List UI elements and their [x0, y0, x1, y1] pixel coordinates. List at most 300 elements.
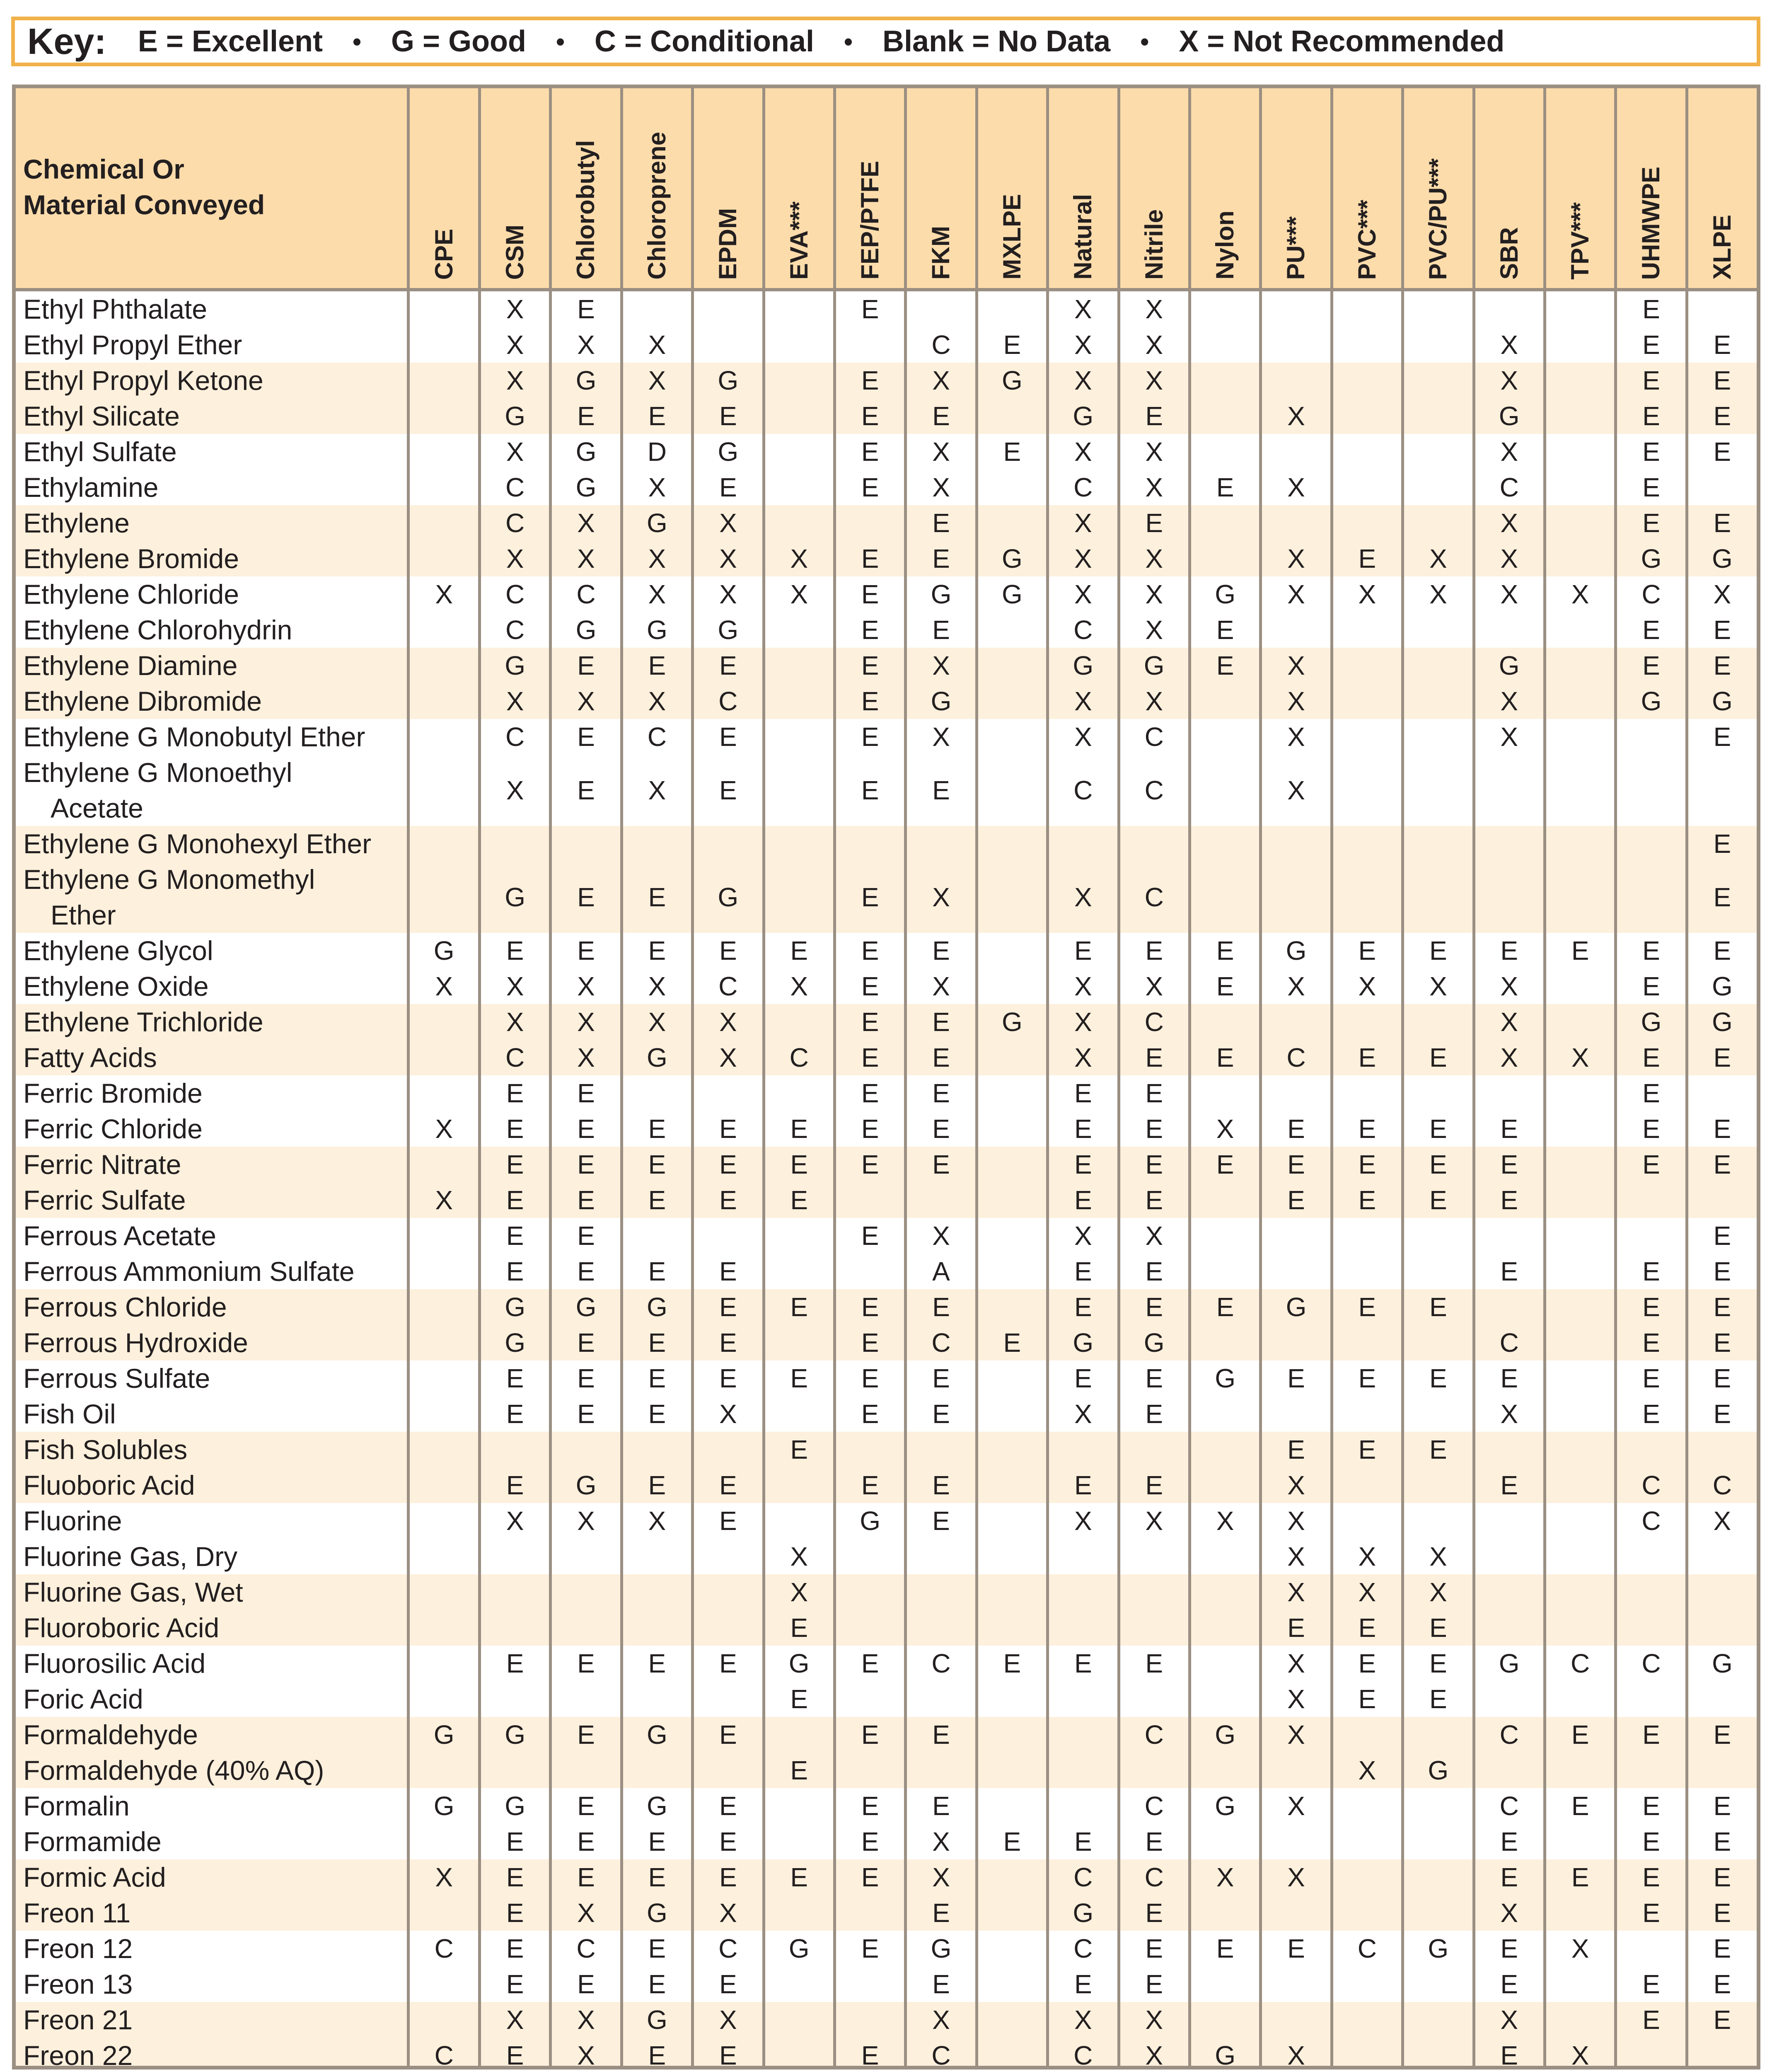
column-header: Natural: [1069, 194, 1097, 280]
rating-cell: E: [1713, 1969, 1731, 1999]
rating-cell: E: [719, 936, 737, 966]
row-label: Freon 12: [23, 1933, 133, 1964]
rating-cell: X: [1287, 1648, 1305, 1678]
rating-cell: X: [1074, 2005, 1092, 2035]
rating-cell: E: [1713, 1114, 1731, 1144]
rating-cell: E: [577, 882, 595, 912]
rating-cell: X: [790, 544, 808, 574]
rating-cell: X: [435, 971, 453, 1001]
rating-cell: G: [1215, 2041, 1235, 2070]
rating-cell: E: [1429, 1150, 1447, 1179]
row-label: Freon 13: [23, 1969, 133, 1999]
rating-cell: E: [1145, 1256, 1163, 1286]
rating-cell: C: [1073, 472, 1093, 502]
rating-cell: G: [505, 1328, 525, 1358]
rating-cell: X: [1287, 1577, 1305, 1607]
rating-cell: X: [577, 686, 595, 716]
rating-cell: E: [861, 1648, 879, 1678]
rating-cell: X: [790, 1542, 808, 1571]
row-label: Ethyl Propyl Ketone: [23, 365, 264, 396]
rating-cell: E: [1145, 1078, 1163, 1108]
rating-cell: X: [1074, 330, 1092, 360]
rating-cell: X: [1571, 1043, 1589, 1072]
rating-cell: G: [1215, 1363, 1235, 1393]
rating-cell: E: [1216, 936, 1234, 966]
rating-cell: E: [1358, 936, 1376, 966]
rating-cell: X: [1074, 366, 1092, 395]
rating-cell: E: [648, 882, 666, 912]
compatibility-table: [12, 85, 1760, 2070]
rating-cell: X: [506, 437, 524, 467]
rating-cell: E: [932, 1720, 950, 1750]
rating-cell: X: [1500, 1898, 1518, 1928]
rating-cell: E: [1145, 1399, 1163, 1429]
rating-cell: E: [577, 1114, 595, 1144]
rating-cell: E: [1287, 1185, 1305, 1215]
rating-cell: E: [1500, 1114, 1518, 1144]
rating-cell: G: [1143, 1328, 1165, 1358]
rating-cell: E: [648, 1934, 666, 1963]
rating-cell: X: [719, 1007, 737, 1037]
header-chemical-or-material: Chemical Or Material Conveyed: [23, 154, 265, 220]
row-label: Ferric Sulfate: [23, 1185, 186, 1215]
rating-cell: E: [1500, 1185, 1518, 1215]
rating-cell: E: [506, 1827, 524, 1857]
rating-cell: X: [1500, 1007, 1518, 1037]
rating-cell: G: [1499, 401, 1520, 431]
rating-cell: X: [1287, 472, 1305, 502]
rating-cell: E: [506, 1399, 524, 1429]
rating-cell: E: [577, 1221, 595, 1251]
rating-cell: X: [1287, 1684, 1305, 1714]
rating-cell: E: [1500, 1256, 1518, 1286]
rating-cell: X: [719, 2005, 737, 2035]
rating-cell: X: [932, 1862, 950, 1892]
rating-cell: E: [1074, 1078, 1092, 1108]
rating-cell: E: [1287, 1363, 1305, 1393]
rating-cell: X: [932, 437, 950, 467]
rating-cell: E: [1642, 1078, 1660, 1108]
rating-cell: X: [1500, 330, 1518, 360]
rating-cell: E: [577, 1969, 595, 1999]
rating-cell: E: [1713, 1292, 1731, 1322]
rating-cell: E: [648, 1399, 666, 1429]
rating-cell: E: [1145, 508, 1163, 538]
rating-cell: X: [648, 1506, 666, 1536]
rating-cell: X: [506, 544, 524, 574]
rating-cell: E: [719, 1791, 737, 1821]
rating-cell: E: [1429, 1435, 1447, 1464]
row-label: Ethylene G Monomethyl Ether: [23, 864, 315, 930]
rating-cell: G: [1286, 1292, 1307, 1322]
rating-cell: X: [435, 1862, 453, 1892]
rating-cell: E: [506, 1969, 524, 1999]
rating-cell: C: [505, 722, 525, 752]
rating-cell: E: [1358, 1185, 1376, 1215]
rating-cell: E: [1287, 1150, 1305, 1179]
rating-cell: X: [1145, 686, 1163, 716]
rating-cell: E: [1358, 1684, 1376, 1714]
rating-cell: G: [788, 1648, 810, 1678]
rating-cell: X: [1074, 1221, 1092, 1251]
rating-cell: E: [1713, 1934, 1731, 1963]
rating-cell: E: [1003, 1328, 1021, 1358]
rating-cell: E: [1216, 1043, 1234, 1072]
rating-cell: X: [577, 2041, 595, 2070]
rating-cell: C: [1073, 2041, 1093, 2070]
rating-cell: E: [1713, 330, 1731, 360]
rating-cell: G: [575, 615, 597, 645]
row-label: Ethylene Diamine: [23, 650, 238, 681]
row-label: Freon 22: [23, 2040, 133, 2070]
column-divider: [833, 88, 836, 2066]
column-header: XLPE: [1708, 215, 1736, 280]
rating-cell: E: [932, 1470, 950, 1500]
rating-cell: E: [1145, 1934, 1163, 1963]
rating-cell: E: [1713, 722, 1731, 752]
rating-cell: E: [790, 1435, 808, 1464]
rating-cell: X: [1145, 294, 1163, 324]
rating-cell: E: [719, 1292, 737, 1322]
legend-separator: •: [556, 27, 565, 56]
rating-cell: E: [506, 1934, 524, 1963]
rating-cell: E: [648, 1648, 666, 1678]
rating-cell: X: [577, 1007, 595, 1037]
rating-cell: X: [932, 722, 950, 752]
rating-cell: C: [434, 1934, 454, 1963]
rating-cell: E: [1145, 1827, 1163, 1857]
column-header: PU***: [1282, 216, 1310, 280]
rating-cell: C: [1073, 1862, 1093, 1892]
rating-cell: C: [1641, 1506, 1661, 1536]
rating-cell: G: [575, 437, 597, 467]
rating-cell: E: [577, 722, 595, 752]
rating-cell: X: [1074, 544, 1092, 574]
rating-cell: G: [433, 936, 454, 966]
rating-cell: E: [719, 1470, 737, 1500]
rating-cell: E: [1642, 366, 1660, 395]
rating-cell: E: [1358, 1648, 1376, 1678]
rating-cell: E: [1713, 1898, 1731, 1928]
row-label: Formaldehyde (40% AQ): [23, 1755, 324, 1786]
rating-cell: X: [1145, 330, 1163, 360]
rating-cell: E: [1642, 1043, 1660, 1072]
rating-cell: E: [577, 1363, 595, 1393]
rating-cell: X: [506, 330, 524, 360]
rating-cell: E: [861, 1363, 879, 1393]
rating-cell: E: [719, 472, 737, 502]
rating-cell: E: [1216, 472, 1234, 502]
row-label: Ferrous Ammonium Sulfate: [23, 1256, 355, 1287]
rating-cell: E: [1074, 1114, 1092, 1144]
rating-cell: X: [932, 971, 950, 1001]
rating-cell: E: [861, 544, 879, 574]
rating-cell: G: [505, 882, 525, 912]
rating-cell: G: [1073, 1898, 1094, 1928]
rating-cell: E: [1642, 330, 1660, 360]
rating-cell: X: [435, 1114, 453, 1144]
rating-cell: E: [506, 936, 524, 966]
rating-cell: E: [1145, 1470, 1163, 1500]
row-label: Fluoboric Acid: [23, 1470, 195, 1501]
column-divider: [549, 88, 552, 2066]
rating-cell: E: [861, 1862, 879, 1892]
rating-cell: G: [1428, 1934, 1449, 1963]
rating-cell: X: [1358, 971, 1376, 1001]
rating-cell: E: [1642, 971, 1660, 1001]
rating-cell: X: [719, 1898, 737, 1928]
rating-cell: C: [647, 722, 667, 752]
rating-cell: E: [1500, 1862, 1518, 1892]
rating-cell: X: [1216, 1862, 1234, 1892]
rating-cell: G: [575, 366, 597, 395]
rating-cell: G: [1712, 544, 1733, 574]
rating-cell: E: [1713, 829, 1731, 859]
rating-cell: X: [719, 1399, 737, 1429]
rating-cell: E: [1074, 1256, 1092, 1286]
rating-cell: E: [1642, 1862, 1660, 1892]
rating-cell: E: [790, 1755, 808, 1785]
rating-cell: E: [1145, 936, 1163, 966]
rating-cell: G: [646, 1292, 667, 1322]
rating-cell: E: [1571, 1791, 1589, 1821]
rating-cell: E: [1287, 1934, 1305, 1963]
rating-cell: C: [931, 1648, 951, 1678]
rating-cell: X: [1074, 686, 1092, 716]
rating-cell: X: [1358, 1755, 1376, 1785]
rating-cell: E: [1216, 1292, 1234, 1322]
row-label: Ethyl Silicate: [23, 401, 180, 431]
rating-cell: E: [790, 1150, 808, 1179]
rating-cell: E: [1713, 1150, 1731, 1179]
legend-separator: •: [844, 27, 853, 56]
rating-cell: G: [575, 1470, 597, 1500]
rating-cell: E: [506, 1221, 524, 1251]
rating-cell: X: [932, 366, 950, 395]
row-label: Ethylene Dibromide: [23, 686, 262, 716]
rating-cell: X: [577, 971, 595, 1001]
rating-cell: E: [1713, 1399, 1731, 1429]
rating-cell: X: [1571, 579, 1589, 609]
rating-cell: X: [932, 651, 950, 680]
row-label: Formic Acid: [23, 1862, 166, 1893]
rating-cell: E: [506, 1470, 524, 1500]
rating-cell: E: [1642, 1720, 1660, 1750]
column-divider: [975, 88, 978, 2066]
rating-cell: E: [1713, 437, 1731, 467]
rating-cell: E: [1358, 1150, 1376, 1179]
rating-cell: E: [1003, 1648, 1021, 1678]
rating-cell: G: [1215, 1720, 1235, 1750]
rating-cell: X: [719, 508, 737, 538]
rating-cell: E: [1713, 1363, 1731, 1393]
row-label: Ethylene G Monohexyl Ether: [23, 828, 372, 859]
rating-cell: E: [1287, 1435, 1305, 1464]
rating-cell: X: [577, 1898, 595, 1928]
row-label: Fluorine Gas, Dry: [23, 1541, 238, 1572]
row-label: Fluorine Gas, Wet: [23, 1577, 243, 1607]
rating-cell: G: [931, 579, 952, 609]
rating-cell: C: [931, 2041, 951, 2070]
rating-cell: E: [1429, 1043, 1447, 1072]
rating-cell: E: [506, 1150, 524, 1179]
rating-cell: C: [1073, 1934, 1093, 1963]
rating-cell: E: [1713, 1256, 1731, 1286]
rating-cell: X: [932, 472, 950, 502]
rating-cell: E: [1642, 651, 1660, 680]
rating-cell: X: [719, 544, 737, 574]
rating-cell: E: [861, 882, 879, 912]
rating-cell: E: [506, 1363, 524, 1393]
rating-cell: E: [1358, 1292, 1376, 1322]
rating-cell: E: [932, 1078, 950, 1108]
rating-cell: X: [577, 544, 595, 574]
rating-cell: C: [1499, 1791, 1519, 1821]
rating-cell: X: [577, 508, 595, 538]
rating-cell: X: [1145, 615, 1163, 645]
column-divider: [1614, 88, 1617, 2066]
rating-cell: E: [1571, 936, 1589, 966]
rating-cell: G: [505, 1292, 525, 1322]
rating-cell: E: [932, 1363, 950, 1393]
rating-cell: X: [1713, 1506, 1731, 1536]
rating-cell: X: [1216, 1114, 1234, 1144]
rating-cell: G: [1143, 651, 1165, 680]
rating-cell: E: [861, 472, 879, 502]
rating-cell: E: [648, 1969, 666, 1999]
rating-cell: G: [1712, 686, 1733, 716]
rating-cell: E: [1429, 1363, 1447, 1393]
rating-cell: E: [861, 1791, 879, 1821]
rating-cell: E: [1358, 1114, 1376, 1144]
rating-cell: X: [506, 686, 524, 716]
rating-cell: X: [1358, 1577, 1376, 1607]
rating-cell: E: [932, 1007, 950, 1037]
rating-cell: E: [577, 1185, 595, 1215]
rating-cell: E: [1500, 1934, 1518, 1963]
column-divider: [1330, 88, 1333, 2066]
rating-cell: G: [646, 2005, 667, 2035]
rating-cell: E: [1713, 1720, 1731, 1750]
row-label: Ethylene Bromide: [23, 543, 239, 574]
rating-cell: G: [1215, 579, 1235, 609]
rating-cell: G: [646, 1791, 667, 1821]
rating-cell: X: [1500, 686, 1518, 716]
rating-cell: E: [1429, 1613, 1447, 1643]
rating-cell: E: [648, 1470, 666, 1500]
rating-cell: G: [1073, 651, 1094, 680]
rating-cell: X: [1358, 579, 1376, 609]
rating-cell: X: [1500, 579, 1518, 609]
rating-cell: E: [932, 1898, 950, 1928]
rating-cell: C: [718, 971, 738, 1001]
rating-cell: E: [1358, 1435, 1376, 1464]
rating-cell: E: [648, 1114, 666, 1144]
column-divider: [1543, 88, 1546, 2066]
rating-cell: E: [506, 1256, 524, 1286]
rating-cell: E: [719, 722, 737, 752]
row-label: Formamide: [23, 1826, 162, 1857]
rating-cell: E: [861, 579, 879, 609]
rating-cell: E: [861, 1720, 879, 1750]
rating-cell: E: [861, 2041, 879, 2070]
rating-cell: E: [577, 1720, 595, 1750]
rating-cell: X: [1500, 544, 1518, 574]
rating-cell: E: [932, 1043, 950, 1072]
rating-cell: X: [435, 1185, 453, 1215]
rating-cell: X: [1145, 544, 1163, 574]
rating-cell: G: [1001, 366, 1023, 395]
rating-cell: E: [1145, 1114, 1163, 1144]
rating-cell: X: [506, 971, 524, 1001]
rating-cell: G: [575, 472, 597, 502]
row-label: Ethylene Oxide: [23, 971, 209, 1002]
rating-cell: E: [648, 1827, 666, 1857]
rating-cell: E: [1074, 936, 1092, 966]
row-label: Formalin: [23, 1791, 130, 1821]
rating-cell: X: [648, 366, 666, 395]
row-label: Ethylamine: [23, 472, 159, 503]
rating-cell: E: [861, 615, 879, 645]
legend-conditional: C = Conditional: [595, 25, 815, 58]
rating-cell: X: [1145, 366, 1163, 395]
rating-cell: E: [648, 1185, 666, 1215]
rating-cell: D: [647, 437, 667, 467]
rating-cell: X: [1074, 882, 1092, 912]
rating-cell: X: [1287, 1791, 1305, 1821]
rating-cell: E: [1713, 1862, 1731, 1892]
column-divider: [691, 88, 694, 2066]
column-divider: [1117, 88, 1120, 2066]
row-label: Ferrous Sulfate: [23, 1363, 210, 1394]
rating-cell: X: [648, 1007, 666, 1037]
rating-cell: E: [1642, 2005, 1660, 2035]
rating-cell: X: [1216, 1506, 1234, 1536]
rating-cell: E: [1642, 437, 1660, 467]
rating-cell: E: [1216, 971, 1234, 1001]
rating-cell: X: [1287, 1470, 1305, 1500]
rating-cell: G: [1428, 1755, 1449, 1785]
rating-cell: E: [719, 1185, 737, 1215]
column-header: EPDM: [714, 208, 742, 280]
rating-cell: X: [506, 294, 524, 324]
column-header: CPE: [430, 228, 458, 280]
rating-cell: C: [1144, 1791, 1164, 1821]
rating-cell: C: [576, 1934, 596, 1963]
rating-cell: E: [648, 1150, 666, 1179]
rating-cell: E: [1074, 1292, 1092, 1322]
rating-cell: E: [1429, 1684, 1447, 1714]
rating-cell: E: [719, 1150, 737, 1179]
rating-cell: E: [1642, 1256, 1660, 1286]
rating-cell: E: [1287, 1114, 1305, 1144]
rating-cell: E: [932, 1969, 950, 1999]
column-header: Chloroprene: [643, 132, 671, 280]
column-header: Nylon: [1211, 211, 1239, 280]
column-header: Chlorobutyl: [572, 140, 600, 280]
legend-excellent: E = Excellent: [138, 25, 323, 58]
rating-cell: X: [1429, 544, 1447, 574]
rating-cell: E: [790, 1613, 808, 1643]
rating-cell: X: [1287, 401, 1305, 431]
column-header: PVC***: [1353, 199, 1381, 280]
rating-cell: E: [719, 1969, 737, 1999]
row-label: Ethylene Glycol: [23, 935, 213, 966]
rating-cell: E: [648, 1363, 666, 1393]
rating-cell: E: [648, 401, 666, 431]
rating-cell: E: [1571, 1862, 1589, 1892]
rating-cell: E: [932, 1292, 950, 1322]
